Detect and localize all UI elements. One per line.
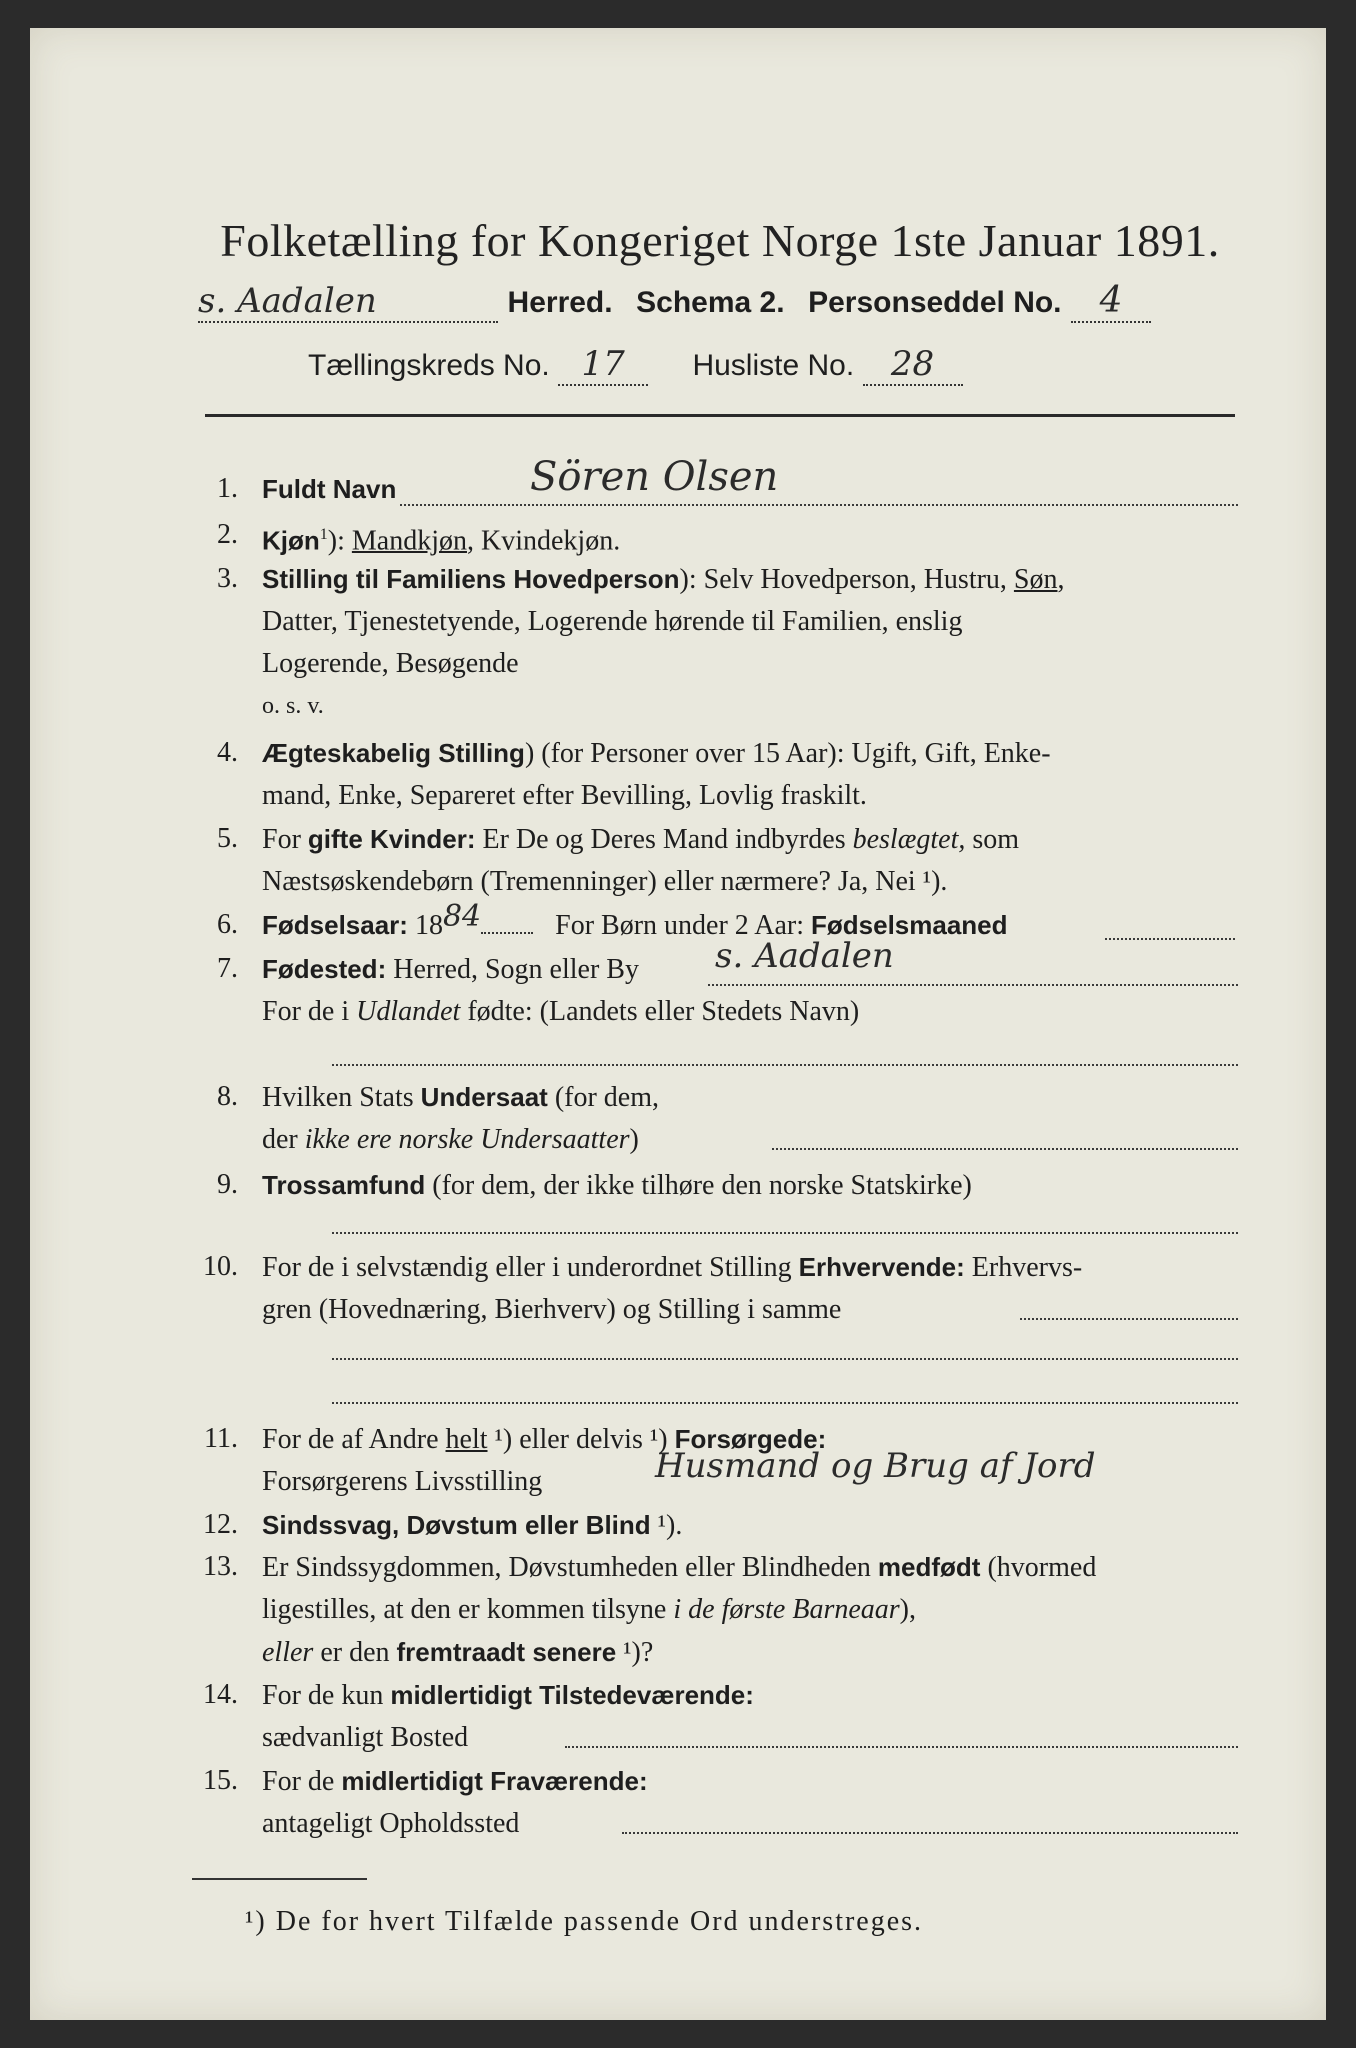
item-number: 4. xyxy=(217,737,238,768)
fodested-label: Fødested: xyxy=(262,954,387,984)
fravaerende-label: midlertidigt Fraværende: xyxy=(341,1766,648,1796)
herred-value: s. Aadalen xyxy=(198,281,498,323)
q10-line1b: Erhvervs- xyxy=(964,1252,1083,1283)
q13-eller: eller xyxy=(262,1637,314,1668)
taellingskreds-number: 17 xyxy=(558,344,648,386)
footnote: ¹) De for hvert Tilfælde passende Ord understreges. xyxy=(245,1906,924,1937)
forsorger-value: Husmand og Brug af Jord xyxy=(655,1446,1096,1486)
beslaegtet-word: beslægtet, xyxy=(852,824,966,855)
item-number: 15. xyxy=(203,1765,238,1796)
q13-line2b: ), xyxy=(899,1594,916,1625)
footnote-marker: 1 xyxy=(319,526,328,543)
trossamfund-fill xyxy=(332,1232,1238,1234)
opholdssted-fill xyxy=(622,1832,1238,1834)
item-5 xyxy=(190,818,1240,906)
aegteskab-options-1: ) (for Personer over 15 Aar): Ugift, Gift, Enke- xyxy=(524,738,1051,769)
fodselsmaaned-label: Fødselsmaaned xyxy=(811,910,1008,940)
erhverv-fill-2 xyxy=(332,1358,1238,1360)
schema-label: Schema 2. xyxy=(636,286,785,319)
item-13 xyxy=(190,1546,1240,1676)
forsorgede-label: Forsørgede: xyxy=(674,1424,827,1454)
q9-rest: (for dem, der ikke tilhøre den norske Statskirke) xyxy=(425,1170,972,1201)
q10-line2: gren (Hovednæring, Bierhverv) og Stilling i samme xyxy=(262,1294,842,1325)
item-number: 14. xyxy=(203,1679,238,1710)
birthplace-fill xyxy=(708,984,1238,986)
husliste-number: 28 xyxy=(863,344,963,386)
q13-line2a: ligestilles, at den er kommen tilsyne xyxy=(262,1594,674,1625)
q10-line1a: For de i selvstændig eller i underordnet Stilling xyxy=(262,1252,799,1283)
trossamfund-label: Trossamfund xyxy=(262,1170,426,1200)
item-number: 1. xyxy=(217,473,238,504)
item-number: 2. xyxy=(217,519,238,550)
forsorger-label: Forsørgerens Livsstilling xyxy=(262,1466,543,1497)
item-number: 11. xyxy=(204,1423,238,1454)
q8-line1a: Hvilken Stats xyxy=(262,1082,421,1113)
taellingskreds-line xyxy=(308,344,963,386)
full-name-value: Sören Olsen xyxy=(530,454,779,500)
item-number: 9. xyxy=(217,1169,238,1200)
item-8 xyxy=(190,1076,1240,1164)
medfodt-label: medfødt xyxy=(877,1552,981,1582)
item-number: 5. xyxy=(217,823,238,854)
q5-text-2: Næstsøskendebørn (Tremenninger) eller nærmere? Ja, Nei ¹). xyxy=(262,866,948,897)
gender-option-male: Mandkjøn xyxy=(351,525,467,557)
stilling-label: Stilling til Familiens Hovedperson xyxy=(262,564,680,594)
gender-option-female: , Kvindekjøn. xyxy=(466,525,621,557)
husliste-label: Husliste No. xyxy=(692,349,855,382)
bosted-label: sædvanligt Bosted xyxy=(262,1722,469,1753)
q11-line1a: For de af Andre xyxy=(262,1424,446,1455)
q13-line1a: Er Sindssygdommen, Døvstumheden eller Blindheden xyxy=(262,1552,878,1583)
option-helt: helt xyxy=(445,1424,488,1455)
header-divider xyxy=(205,414,1235,417)
name-fill-line xyxy=(400,504,1238,506)
item-number: 6. xyxy=(217,909,238,940)
aegteskab-options-2: mand, Enke, Separeret efter Bevilling, Lovlig fraskilt. xyxy=(262,780,867,811)
q14-line1a: For de kun xyxy=(262,1680,391,1711)
item-number: 10. xyxy=(203,1251,238,1282)
q12-rest: ¹). xyxy=(650,1510,683,1541)
q8-line1b: (for dem, xyxy=(547,1082,660,1113)
fremtraadt-label: fremtraadt senere xyxy=(396,1637,617,1667)
kjon-label: Kjøn xyxy=(262,525,320,556)
bosted-fill xyxy=(565,1746,1238,1748)
herred-line xyxy=(198,280,1151,323)
erhverv-fill-1 xyxy=(1020,1318,1238,1320)
q5-pre: For xyxy=(262,824,308,855)
q13-line1b: (hvormed xyxy=(980,1552,1097,1583)
month-fill xyxy=(1105,938,1235,940)
undersaat-fill xyxy=(772,1148,1238,1150)
q5-text-1: Er De og Deres Mand indbyrdes xyxy=(475,824,853,855)
udlandet-word: Udlandet xyxy=(356,996,461,1027)
q13-line3a: er den xyxy=(313,1637,397,1668)
comma: , xyxy=(1057,564,1065,595)
gifte-kvinder-label: gifte Kvinder: xyxy=(307,824,476,854)
item-number: 7. xyxy=(217,953,238,984)
q7-line2a: For de i xyxy=(262,996,357,1027)
opholdssted-label: antageligt Opholdssted xyxy=(262,1808,520,1839)
aegteskab-label: Ægteskabelig Stilling xyxy=(262,738,525,768)
stilling-options-3: Logerende, Besøgende xyxy=(262,648,519,679)
q7-line2b: fødte: (Landets eller Stedets Navn) xyxy=(460,996,860,1027)
q13-italic: i de første Barneaar xyxy=(673,1594,900,1625)
fuldt-navn-label: Fuldt Navn xyxy=(262,474,397,504)
option-son: Søn xyxy=(1013,564,1058,595)
q7-rest: Herred, Sogn eller By xyxy=(386,954,639,985)
year-prefix: 18 xyxy=(407,910,443,941)
q8-line2a: der xyxy=(262,1124,305,1155)
herred-label: Herred. xyxy=(507,286,613,319)
stilling-options-2: Datter, Tjenestetyende, Logerende hørende til Familien, enslig xyxy=(262,606,963,637)
year-fill xyxy=(481,932,533,934)
personseddel-number: 4 xyxy=(1071,280,1151,323)
item-number: 8. xyxy=(217,1081,238,1112)
tilstedevaerende-label: midlertidigt Tilstedeværende: xyxy=(390,1680,754,1710)
birth-year-value: 84 xyxy=(442,899,482,934)
q13-line3b: ¹)? xyxy=(616,1637,654,1668)
erhvervende-label: Erhvervende: xyxy=(798,1252,965,1282)
item-10 xyxy=(190,1246,1240,1334)
sindssvag-label: Sindssvag, Døvstum eller Blind xyxy=(262,1510,651,1540)
foreign-birthplace-fill xyxy=(332,1064,1238,1066)
q15-line1a: For de xyxy=(262,1766,342,1797)
item-4 xyxy=(190,732,1240,820)
kjon-colon: ): xyxy=(327,525,352,557)
census-form-sheet xyxy=(30,28,1326,2020)
item-3 xyxy=(190,558,1240,728)
footnote-divider xyxy=(192,1878,367,1880)
taellingskreds-label: Tællingskreds No. xyxy=(308,349,550,382)
item-number: 13. xyxy=(203,1551,238,1582)
fodselsaar-label: Fødselsaar: xyxy=(262,910,408,940)
stilling-options-1: ): Selv Hovedperson, Hustru, xyxy=(679,564,1014,595)
item-14 xyxy=(190,1674,1240,1762)
q6-mid: For Børn under 2 Aar: xyxy=(555,910,811,941)
q11-line1b: ¹) eller delvis ¹) xyxy=(487,1424,675,1455)
item-number: 12. xyxy=(203,1509,238,1540)
birthplace-value: s. Aadalen xyxy=(715,936,894,976)
form-title: Folketælling for Kongeriget Norge 1ste Januar 1891. xyxy=(220,215,1220,266)
erhverv-fill-3 xyxy=(332,1402,1238,1404)
personseddel-label: Personseddel No. xyxy=(808,286,1062,319)
item-15 xyxy=(190,1760,1240,1848)
undersaat-label: Undersaat xyxy=(420,1082,548,1112)
q8-italic: ikke ere norske Undersaatter xyxy=(304,1124,630,1155)
stilling-options-4: o. s. v. xyxy=(262,693,324,719)
q8-line2b: ) xyxy=(629,1124,639,1155)
q5-som: som xyxy=(965,824,1020,855)
item-number: 3. xyxy=(217,563,238,594)
